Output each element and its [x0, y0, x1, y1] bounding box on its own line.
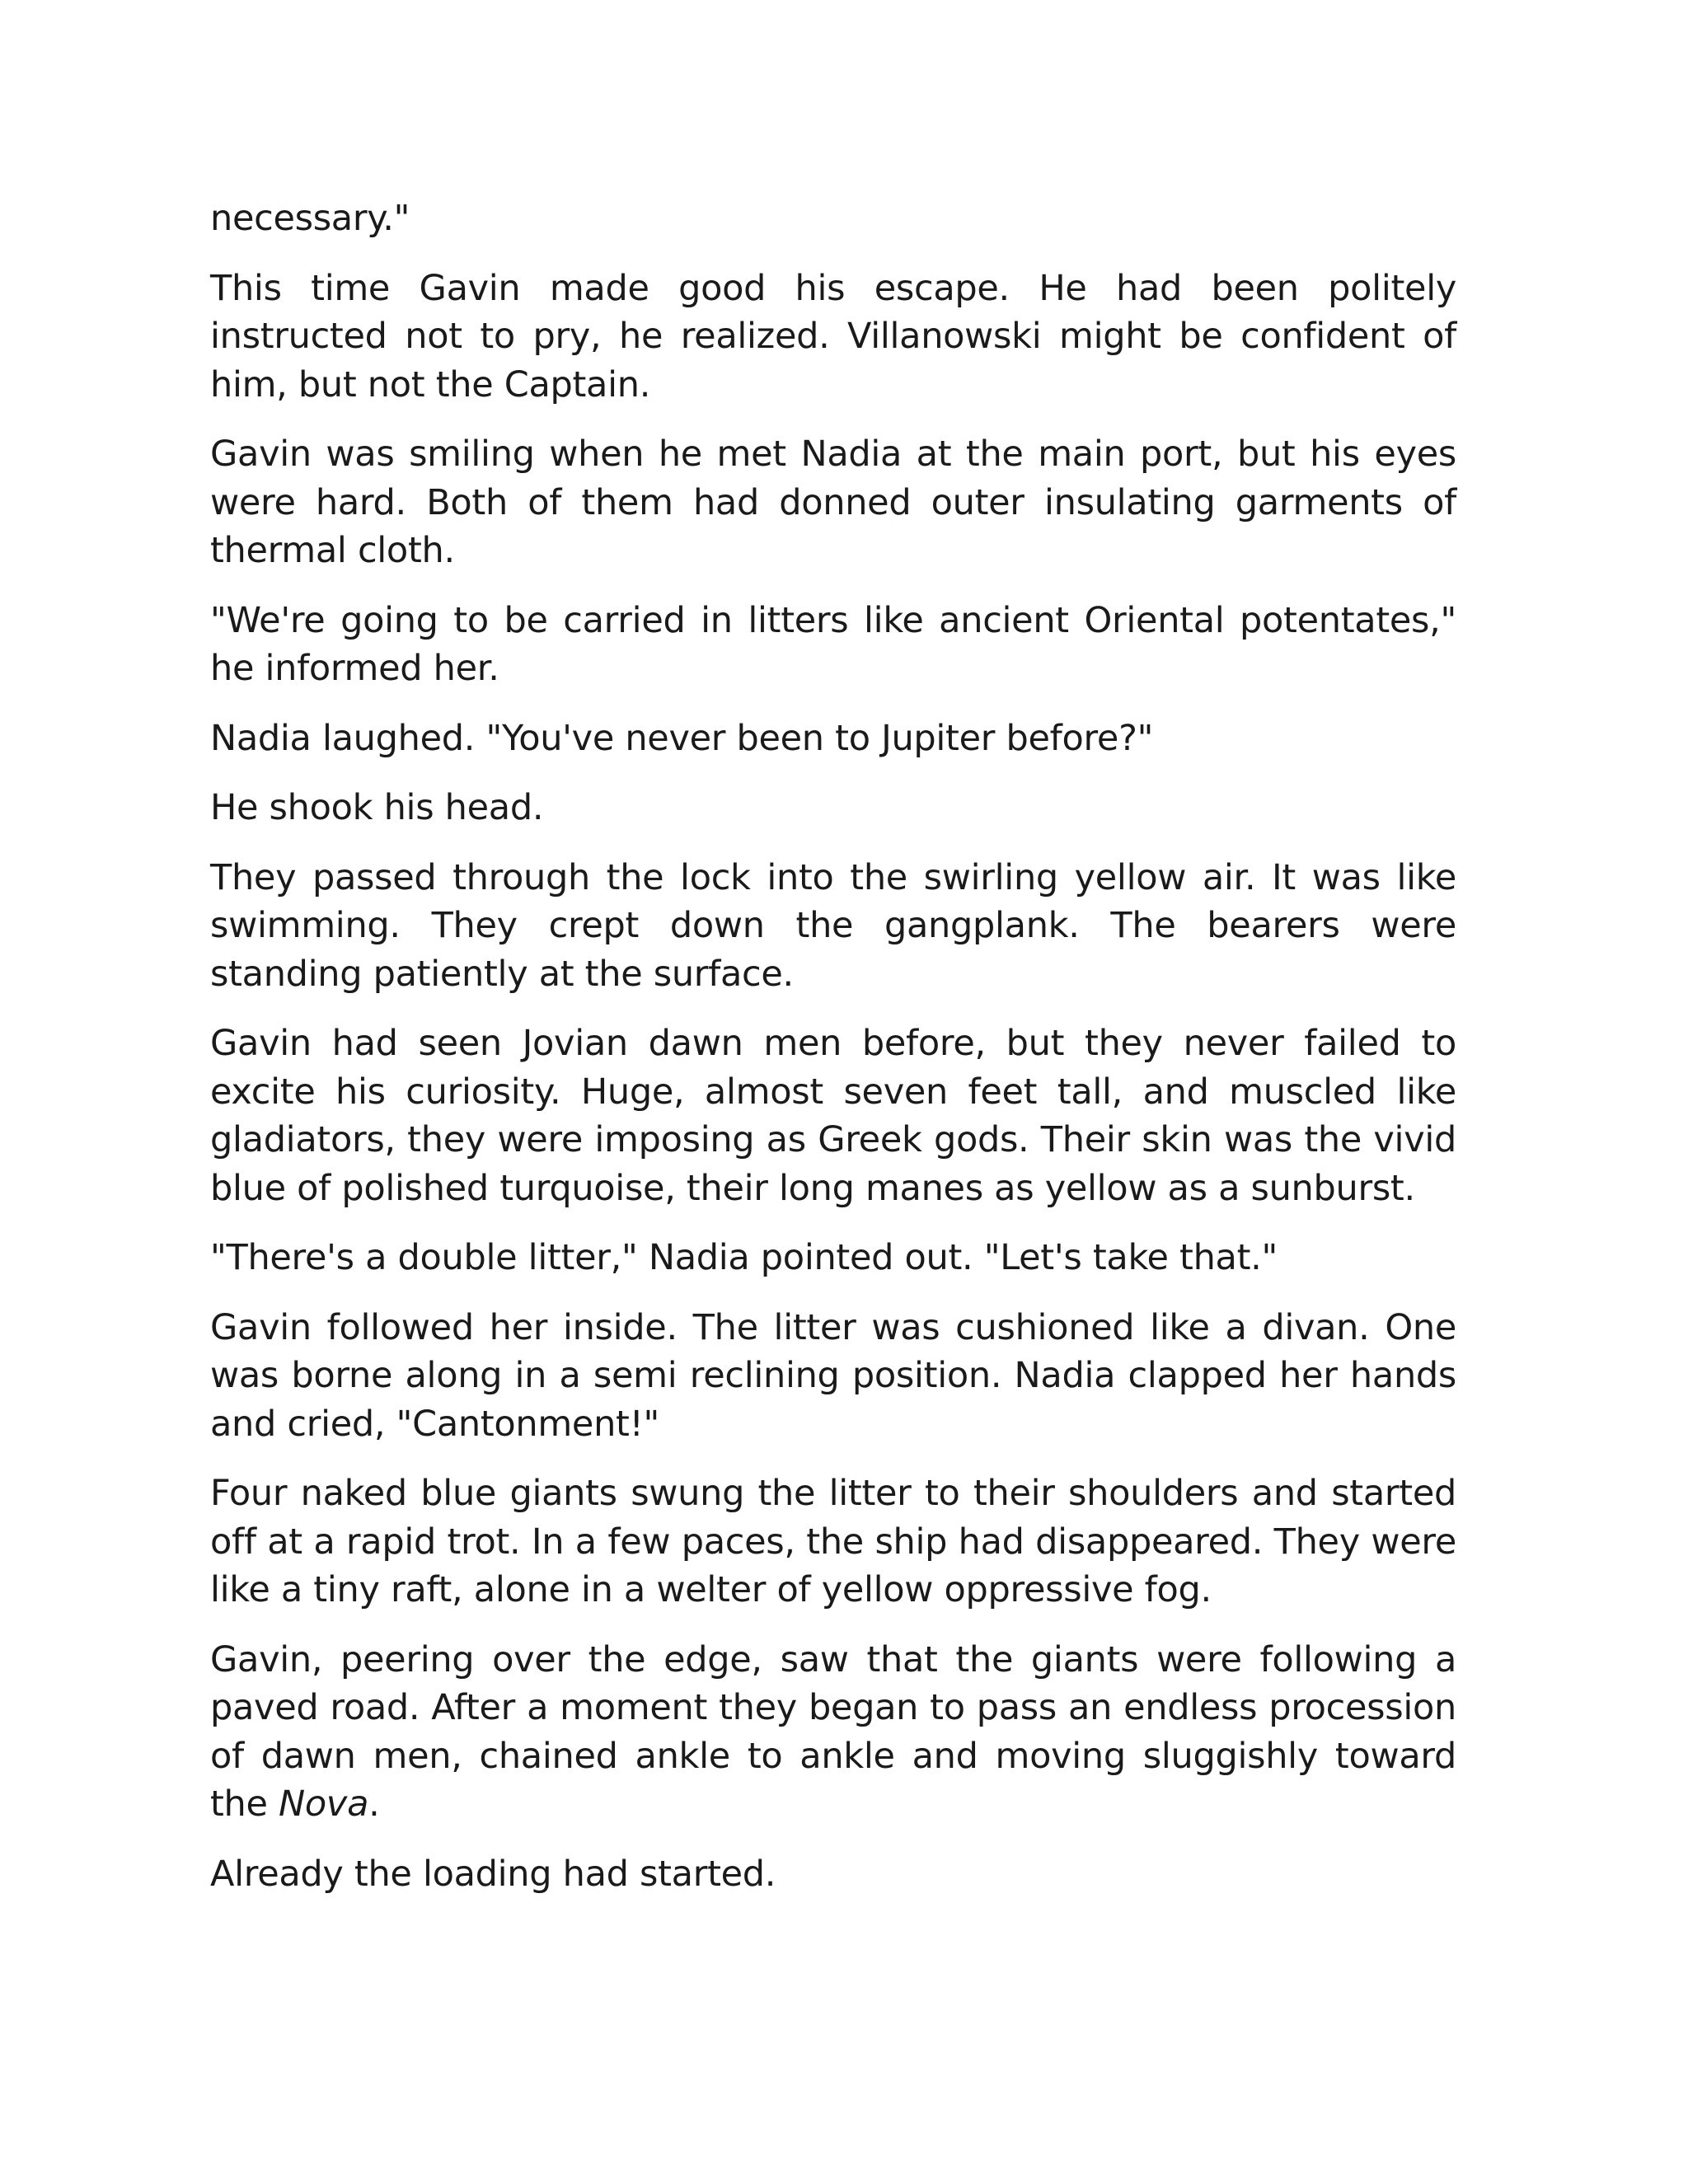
paragraph-text: Gavin, peering over the edge, saw that the giants were following a paved road. After a moment they began to pass an endless procession of dawn men, chained ankle to ankle and moving sluggishly toward the — [210, 1638, 1456, 1825]
paragraph: necessary." — [210, 198, 410, 239]
paragraph: Nadia laughed. "You've never been to Jupiter before?" — [210, 717, 1154, 759]
ship-name-italic: Nova — [279, 1783, 369, 1825]
paragraph: Gavin was smiling when he met Nadia at the main port, but his eyes were hard. Both of them had donned outer insulating garments of thermal cloth. — [210, 434, 1456, 571]
paragraph-nova — [210, 1636, 1456, 1829]
paragraph: He shook his head. — [210, 787, 544, 828]
body-text — [210, 194, 1456, 1919]
paragraph: This time Gavin made good his escape. He had been politely instructed not to pry, he realized. Villanowski might be confident of him, but not the Captain. — [210, 267, 1456, 405]
paragraph: Gavin had seen Jovian dawn men before, but they never failed to excite his curiosity. Huge, almost seven feet tall, and muscled like gladiators, they were imposing as Greek gods. Their skin was the vivid blue of polished turquoise, their long manes as yellow as a sunburst. — [210, 1023, 1456, 1209]
paragraph: Gavin followed her inside. The litter was cushioned like a divan. One was borne along in a semi reclining position. Nadia clapped her hands and cried, "Cantonment!" — [210, 1306, 1456, 1445]
paragraph: They passed through the lock into the swirling yellow air. It was like swimming. They crept down the gangplank. The bearers were standing patiently at the surface. — [210, 856, 1456, 995]
paragraph: "We're going to be carried in litters like ancient Oriental potentates," he informed her. — [210, 599, 1456, 689]
paragraph-last: Already the loading had started. — [210, 1853, 776, 1895]
paragraph: Four naked blue giants swung the litter to their shoulders and started off at a rapid trot. In a few paces, the ship had disappeared. They were like a tiny raft, alone in a welter of yellow oppressive fog. — [210, 1473, 1456, 1610]
paragraph: "There's a double litter," Nadia pointed out. "Let's take that." — [210, 1237, 1278, 1278]
paragraph-text-end: . — [368, 1783, 380, 1825]
